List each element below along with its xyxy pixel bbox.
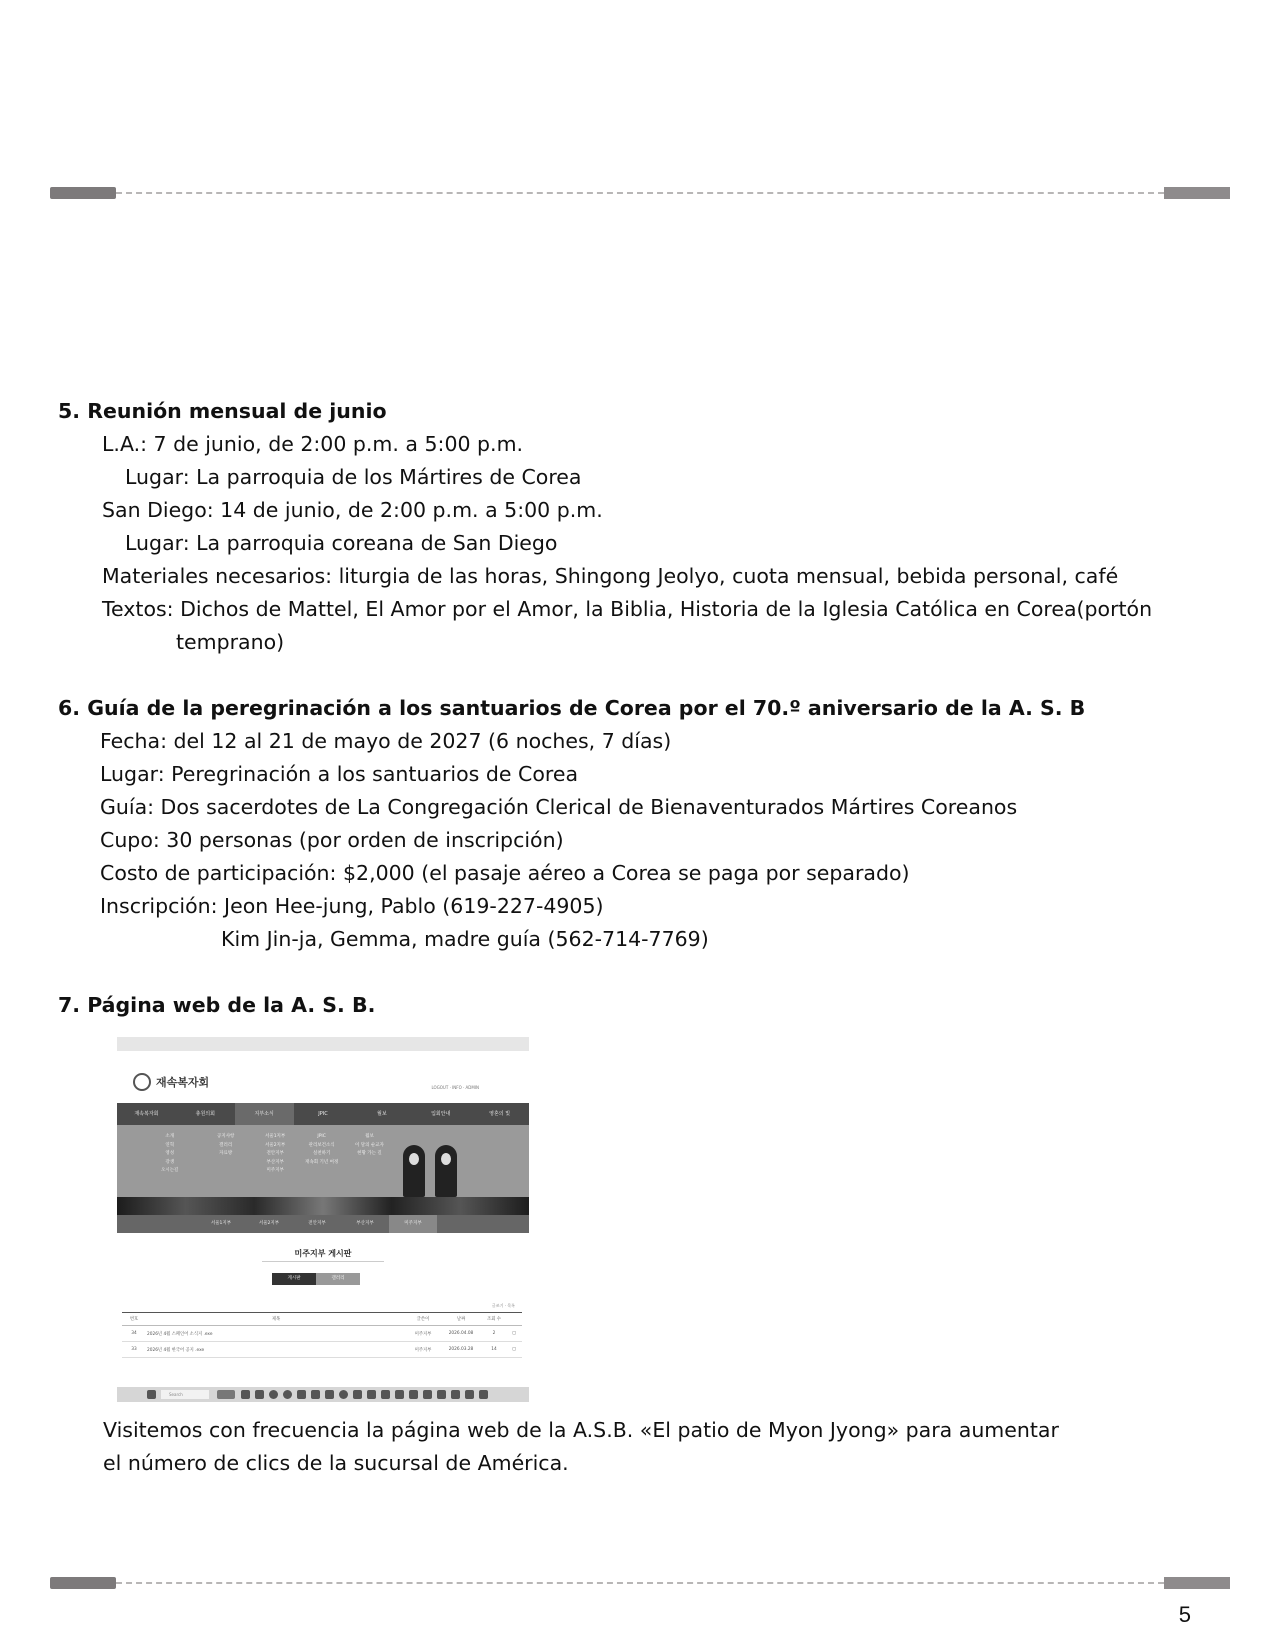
app-icon [325, 1390, 334, 1399]
app-icon [283, 1390, 292, 1399]
app-icon [353, 1390, 362, 1399]
divider-cap-left [50, 1577, 116, 1589]
nav-item: 지부소식 [235, 1103, 294, 1125]
nav-item: 재속복자회 [134, 1111, 159, 1117]
app-icon [255, 1390, 264, 1399]
app-icon [465, 1390, 474, 1399]
windows-icon [147, 1390, 156, 1399]
app-icon [395, 1390, 404, 1399]
la-meeting: L.A.: 7 de junio, de 2:00 p.m. a 5:00 p.m. [102, 432, 524, 456]
divider-cap-left [50, 187, 116, 199]
website-caption [103, 1414, 1103, 1480]
subnav-item: 서울2지부 [258, 1221, 280, 1226]
subnav-item: 전안지부 [308, 1221, 326, 1226]
pilgrimage-cost: Costo de participación: $2,000 (el pasaje aéreo a Corea se paga por separado) [100, 861, 910, 885]
board-table: 번호 제목 글쓴이 날짜 조회 수 34 2026년 4월 스페인어 소식지 .exe 미주지부 2026.04.08 2 ▢ 33 2026년 4월 한국어 공지 .exe 미주지부 2026.03.28 14 ▢ [122, 1312, 522, 1358]
board-tools: 글쓰기 · 목록 [491, 1303, 515, 1308]
la-place: Lugar: La parroquia de los Mártires de Corea [125, 465, 582, 489]
bottom-divider [50, 1577, 1230, 1589]
app-icon [381, 1390, 390, 1399]
caption-line-1: Visitemos con frecuencia la página web de la A.S.B. «El patio de Myon Jyong» para aumentar [103, 1418, 1059, 1442]
pilgrimage-capacity: Cupo: 30 personas (por orden de inscripción) [100, 828, 564, 852]
app-icon [217, 1390, 235, 1399]
branch-subnav [117, 1215, 529, 1233]
mega-col: JPIC 관리보건소식 실천하기 재속회 기년 여정 [305, 1134, 339, 1165]
table-row: 33 2026년 4월 한국어 공지 .exe 미주지부 2026.03.28 14 ▢ [122, 1342, 522, 1358]
app-icon [311, 1390, 320, 1399]
divider-dashes [116, 1582, 1164, 1584]
texts: Textos: Dichos de Mattel, El Amor por el Amor, la Biblia, Historia de la Iglesia Católica en Corea(portón [102, 597, 1153, 621]
mega-col: 서울1지부 서울2지부 전안지부 부산지부 미주지부 [265, 1134, 286, 1173]
app-icon [451, 1390, 460, 1399]
app-icon [423, 1390, 432, 1399]
subnav-item: 부산지부 [356, 1221, 374, 1226]
app-icon [409, 1390, 418, 1399]
mega-col: 월보 이 달의 순교자 현황 가는 길 [355, 1134, 384, 1156]
taskbar [117, 1387, 529, 1402]
taskbar-search: Search [161, 1390, 209, 1399]
seal-icon [133, 1073, 151, 1091]
app-icon [339, 1390, 348, 1399]
texts-continued: temprano) [176, 630, 285, 654]
section-7-heading: 7. Página web de la A. S. B. [58, 993, 376, 1017]
divider-cap-right [1164, 1577, 1230, 1589]
table-row: 34 2026년 4월 스페인어 소식지 .exe 미주지부 2026.04.08 2 ▢ [122, 1326, 522, 1342]
nav-item: 총원의회 [195, 1111, 215, 1117]
materials: Materiales necesarios: liturgia de las horas, Shingong Jeolyo, cuota mensual, bebida personal, café [102, 564, 1119, 588]
pilgrimage-registration-2: Kim Jin-ja, Gemma, madre guía (562-714-7769) [221, 927, 709, 951]
website-screenshot [117, 1037, 529, 1402]
app-icon [437, 1390, 446, 1399]
browser-bar [117, 1037, 529, 1051]
mega-col: 공지사항 갤러리 자료방 [217, 1134, 235, 1156]
pilgrimage-guide: Guía: Dos sacerdotes de La Congregación Clerical de Bienaventurados Mártires Coreanos [100, 795, 1018, 819]
nav-item: 입회안내 [431, 1111, 451, 1117]
nav-item: JPIC [318, 1111, 328, 1117]
app-icon [269, 1390, 278, 1399]
main-content [58, 395, 1218, 1022]
app-icon [367, 1390, 376, 1399]
site-logo [133, 1073, 209, 1091]
board-tabs [272, 1273, 360, 1285]
section-6-heading: 6. Guía de la peregrinación a los santuarios de Corea por el 70.º aniversario de la A. S. B [58, 696, 1086, 720]
tab-gallery: 갤러리 [316, 1273, 360, 1285]
site-logo-text: 재속복자회 [156, 1076, 210, 1089]
sd-meeting: San Diego: 14 de junio, de 2:00 p.m. a 5:00 p.m. [102, 498, 603, 522]
board-title: 미주지부 게시판 [294, 1249, 352, 1258]
site-nav [117, 1103, 529, 1125]
subnav-item: 미주지부 [389, 1215, 437, 1233]
mega-col: 소개 연혁 영성 강생 오시는길 [161, 1134, 179, 1173]
banner-photo [117, 1197, 529, 1215]
subnav-item: 서울1지부 [210, 1221, 232, 1226]
nav-item: 월보 [377, 1111, 387, 1117]
pilgrimage-place: Lugar: Peregrinación a los santuarios de Corea [100, 762, 579, 786]
section-5-heading: 5. Reunión mensual de junio [58, 399, 387, 423]
sd-place: Lugar: La parroquia coreana de San Diego [125, 531, 558, 555]
caption-line-2: el número de clics de la sucursal de América. [103, 1451, 569, 1475]
nav-item: 영혼의 빛 [489, 1111, 511, 1117]
site-top-links: LOGOUT · INFO · ADMIN [431, 1085, 479, 1090]
divider-cap-right [1164, 187, 1230, 199]
top-divider [50, 187, 1230, 199]
app-icon [479, 1390, 488, 1399]
app-icon [241, 1390, 250, 1399]
divider-dashes [116, 192, 1164, 194]
tab-board: 게시판 [272, 1273, 316, 1285]
app-icon [297, 1390, 306, 1399]
nuns-image [403, 1145, 459, 1197]
pilgrimage-date: Fecha: del 12 al 21 de mayo de 2027 (6 noches, 7 días) [100, 729, 672, 753]
page-number: 5 [1178, 1602, 1191, 1627]
mega-menu [117, 1125, 529, 1197]
pilgrimage-registration: Inscripción: Jeon Hee-jung, Pablo (619-227-4905) [100, 894, 604, 918]
